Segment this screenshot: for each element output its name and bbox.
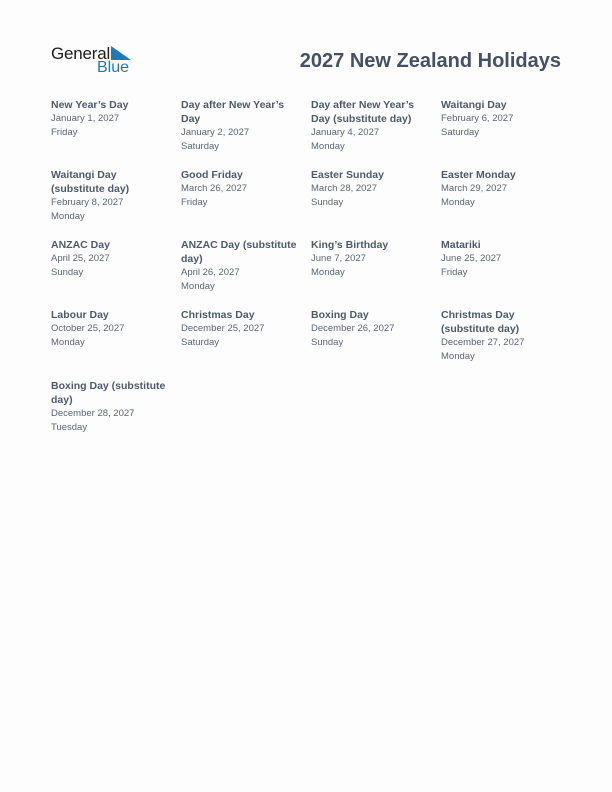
holiday-item bbox=[441, 308, 559, 364]
holiday-weekday: Monday bbox=[441, 196, 475, 208]
holiday-name: Christmas Day bbox=[181, 309, 255, 321]
holiday-date: January 2, 2027 bbox=[181, 127, 250, 138]
holiday-name: Day after New Year’s Day bbox=[181, 99, 285, 125]
holiday-name: King’s Birthday bbox=[311, 239, 389, 251]
holiday-date: June 7, 2027 bbox=[311, 253, 366, 264]
holiday-name: Good Friday bbox=[181, 169, 243, 181]
holiday-date: January 4, 2027 bbox=[311, 127, 380, 138]
holiday-item bbox=[51, 238, 169, 280]
holiday-name: Day after New Year’s Day (substitute day) bbox=[311, 99, 415, 125]
logo-blue-text: Blue bbox=[97, 59, 130, 76]
holiday-name: ANZAC Day bbox=[51, 239, 110, 251]
holiday-weekday: Monday bbox=[51, 336, 85, 348]
holiday-date: June 25, 2027 bbox=[441, 253, 502, 264]
holiday-weekday: Monday bbox=[311, 266, 345, 278]
holiday-weekday: Monday bbox=[311, 140, 345, 152]
holiday-item bbox=[51, 168, 169, 224]
holiday-item bbox=[51, 98, 169, 140]
holiday-weekday: Saturday bbox=[441, 126, 480, 138]
holiday-name: Labour Day bbox=[51, 309, 109, 321]
holiday-item bbox=[51, 379, 169, 435]
holiday-date: October 25, 2027 bbox=[51, 323, 125, 334]
holiday-item bbox=[51, 308, 169, 350]
holiday-date: March 29, 2027 bbox=[441, 183, 508, 194]
holiday-date: March 28, 2027 bbox=[311, 183, 378, 194]
holiday-weekday: Saturday bbox=[181, 336, 220, 348]
holiday-name: Boxing Day (substitute day) bbox=[51, 380, 166, 406]
holiday-item bbox=[181, 308, 299, 350]
holiday-date: December 26, 2027 bbox=[311, 323, 395, 334]
holiday-date: February 8, 2027 bbox=[51, 197, 124, 208]
holiday-item bbox=[181, 238, 299, 294]
holiday-date: April 25, 2027 bbox=[51, 253, 110, 264]
holiday-weekday: Sunday bbox=[311, 196, 344, 208]
holiday-name: Easter Sunday bbox=[311, 169, 384, 181]
holiday-date: March 26, 2027 bbox=[181, 183, 248, 194]
holiday-weekday: Monday bbox=[51, 210, 85, 222]
holiday-name: ANZAC Day (substitute day) bbox=[181, 239, 297, 265]
holiday-date: February 6, 2027 bbox=[441, 113, 514, 124]
holiday-date: December 28, 2027 bbox=[51, 408, 135, 419]
holiday-item bbox=[441, 98, 559, 140]
holiday-date: April 26, 2027 bbox=[181, 267, 240, 278]
holiday-name: Boxing Day bbox=[311, 309, 369, 321]
holiday-name: New Year’s Day bbox=[51, 99, 129, 111]
holiday-date: January 1, 2027 bbox=[51, 113, 120, 124]
holiday-weekday: Friday bbox=[51, 126, 78, 138]
holiday-weekday: Friday bbox=[441, 266, 468, 278]
holiday-item bbox=[181, 98, 299, 154]
holiday-weekday: Sunday bbox=[311, 336, 344, 348]
holiday-name: Waitangi Day (substitute day) bbox=[51, 169, 130, 195]
holiday-name: Easter Monday bbox=[441, 169, 516, 181]
holiday-weekday: Monday bbox=[441, 350, 475, 362]
holiday-weekday: Friday bbox=[181, 196, 208, 208]
holiday-item bbox=[311, 238, 429, 280]
logo-general-text: General bbox=[51, 44, 111, 63]
holiday-name: Matariki bbox=[441, 239, 481, 251]
holiday-item bbox=[311, 168, 429, 210]
holiday-item bbox=[311, 308, 429, 350]
holiday-weekday: Monday bbox=[181, 280, 215, 292]
holiday-name: Waitangi Day bbox=[441, 99, 507, 111]
holiday-weekday: Tuesday bbox=[51, 421, 88, 433]
holiday-date: December 27, 2027 bbox=[441, 337, 525, 348]
generalblue-logo bbox=[51, 44, 133, 78]
holiday-weekday: Saturday bbox=[181, 140, 220, 152]
holiday-weekday: Sunday bbox=[51, 266, 84, 278]
holiday-item bbox=[441, 168, 559, 210]
holiday-item bbox=[311, 98, 429, 154]
holiday-item bbox=[181, 168, 299, 210]
holiday-date: December 25, 2027 bbox=[181, 323, 265, 334]
page-title: 2027 New Zealand Holidays bbox=[299, 50, 561, 72]
holiday-name: Christmas Day (substitute day) bbox=[441, 309, 520, 335]
holiday-item bbox=[441, 238, 559, 280]
